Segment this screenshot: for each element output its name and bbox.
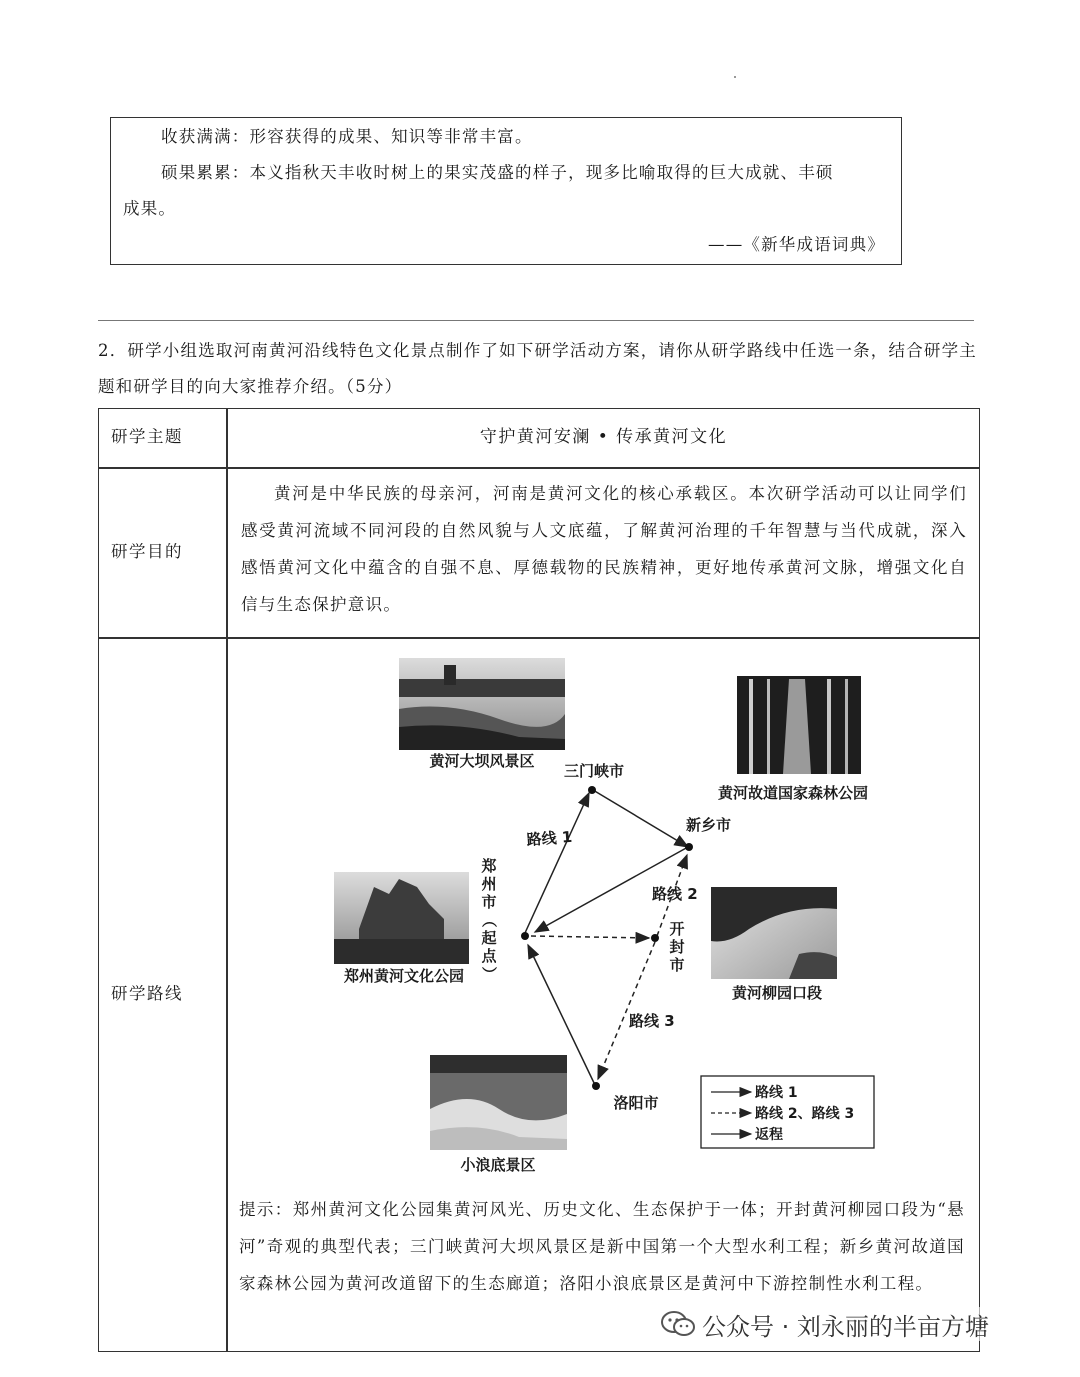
study-plan-table <box>98 408 980 1352</box>
dict-entry-shuoguo-cont: 成果。 <box>123 199 177 218</box>
svg-text:）: ） <box>480 966 498 982</box>
svg-text:州: 州 <box>481 875 497 893</box>
watermark-text: 公众号 · 刘永丽的半亩方塘 <box>702 1312 989 1341</box>
wechat-icon <box>660 1310 696 1338</box>
city-dot-sanmenxia <box>588 786 596 794</box>
svg-text:开: 开 <box>669 920 685 938</box>
theme-label: 研学主题 <box>111 427 183 446</box>
photo-dam <box>399 658 565 750</box>
route1-arrow-zhengzhou-sanmenxia <box>525 793 589 933</box>
route-label-2: 路线 2 <box>652 885 698 903</box>
city-label-xinxiang: 新乡市 <box>686 816 732 834</box>
city-dot-kaifeng <box>651 934 659 942</box>
route1-arrow-sanmenxia-xinxiang <box>593 790 688 847</box>
dict-source: ——《新华成语词典》 <box>708 235 885 254</box>
city-dot-luoyang <box>592 1082 600 1090</box>
route-legend <box>701 1076 874 1148</box>
question-prompt: 2．研学小组选取河南黄河沿线特色文化景点制作了如下研学活动方案，请你从研学路线中任选一条，结合研学主题和研学目的向大家推荐介绍。（5分） <box>98 341 977 396</box>
page-speck <box>734 76 736 78</box>
svg-text:起: 起 <box>481 929 497 947</box>
theme-value: 守护黄河安澜 • 传承黄河文化 <box>479 427 728 447</box>
section-divider <box>98 320 974 321</box>
svg-text:封: 封 <box>669 938 685 956</box>
photo-xiaolangdi <box>430 1055 567 1150</box>
svg-text:（: （ <box>480 912 498 928</box>
caption-culture-park: 郑州黄河文化公园 <box>343 967 465 985</box>
photo-culture-park <box>334 872 469 964</box>
route-label-3: 路线 3 <box>629 1012 675 1030</box>
city-label-luoyang: 洛阳市 <box>613 1094 659 1112</box>
svg-text:郑: 郑 <box>481 857 497 875</box>
svg-text:市: 市 <box>481 893 497 911</box>
photo-liuyuankou <box>711 887 837 979</box>
dict-entry-shuoguo: 硕果累累：本义指秋天丰收时树上的果实茂盛的样子，现多比喻取得的巨大成就、丰硕 <box>161 163 834 182</box>
caption-forest: 黄河故道国家森林公园 <box>717 784 869 802</box>
route3-arrow-kaifeng-luoyang <box>598 942 655 1079</box>
svg-text:点: 点 <box>481 947 497 965</box>
photo-forest <box>737 676 861 774</box>
dictionary-box <box>110 117 902 265</box>
route-label: 研学路线 <box>111 984 183 1003</box>
watermark <box>660 1307 989 1341</box>
city-dot-zhengzhou <box>521 932 529 940</box>
caption-xiaolangdi: 小浪底景区 <box>460 1156 536 1174</box>
goal-text: 黄河是中华民族的母亲河，河南是黄河文化的核心承载区。本次研学活动可以让同学们感受黄河流域不同河段的自然风貌与人文底蕴，了解黄河治理的千年智慧与当代成就，深入感悟黄河文化中蕴含的自强不息、厚德载物的民族精神，更好地传承黄河文脉，增强文化自信与生态保护意识。 <box>241 484 967 614</box>
legend-route1: 路线 1 <box>755 1085 798 1101</box>
city-label-sanmenxia: 三门峡市 <box>564 762 625 780</box>
route-label-1: 路线 1 <box>526 827 573 849</box>
goal-label: 研学目的 <box>111 542 183 561</box>
dict-entry-shouhuo: 收获满满：形容获得的成果、知识等非常丰富。 <box>161 127 533 146</box>
city-dot-xinxiang <box>685 843 693 851</box>
svg-text:市: 市 <box>669 956 685 974</box>
city-label-kaifeng <box>669 920 684 974</box>
caption-liuyuankou: 黄河柳园口段 <box>731 984 823 1002</box>
legend-return: 返程 <box>755 1127 783 1143</box>
city-label-zhengzhou <box>480 857 498 982</box>
route2-arrow-zhengzhou-kaifeng <box>531 936 649 938</box>
caption-dam: 黄河大坝风景区 <box>429 752 535 770</box>
legend-route23: 路线 2、路线 3 <box>755 1106 855 1122</box>
hint-text: 提示：郑州黄河文化公园集黄河风光、历史文化、生态保护于一体；开封黄河柳园口段为“悬河”奇观的典型代表；三门峡黄河大坝风景区是新中国第一个大型水利工程；新乡黄河故道国家森林公园为黄河改道留下的生态廊道；洛阳小浪底景区是黄河中下游控制性水利工程。 <box>239 1200 965 1293</box>
